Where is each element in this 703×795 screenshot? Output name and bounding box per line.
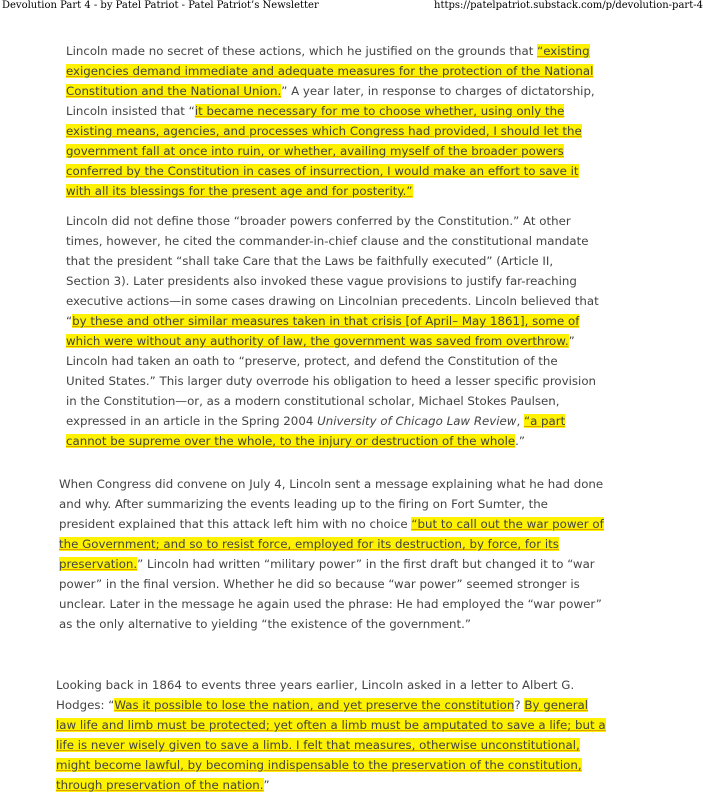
body-text: ” Lincoln had taken an oath to “preserve, protect, and defend the Constitution of the United States.” This larger duty overrode his obligation to heed a lesser specific provision in the Constitution—or, as a modern constitutional scholar, Michael Stokes Paulsen, expressed in an article in the Spring 2004 (66, 334, 597, 428)
body-text: Lincoln did not define those “broader powers conferred by the Constitution.” At other times, however, he cited the commander-in-chief clause and the constitutional mandate that the president “shall take Care that the Laws be faithfully executed” (Article II, Section 3). Later presidents also invoked these vague provisions to justify far-reaching executive actions—in some cases drawing on Lincolnian precedents. Lincoln believed that “ (66, 214, 599, 328)
highlighted-quote: By general law life and limb must be protected; yet often a limb must be amputated to save a life; but a life is never wisely given to save a limb. I felt that measures, otherwise unconstitutional, might become lawful, by becoming indispensable to the preservation of the constitution, through preservation of the nation. (56, 698, 606, 792)
paragraph-war-power (59, 474, 607, 634)
body-text: When Congress did convene on July 4, Lincoln sent a message explaining what he had done and why. After summarizing the events leading up to the firing on Fort Sumter, the president explained that this attack left him with no choice (59, 477, 604, 531)
body-text: ” Lincoln had written “military power” in the first draft but changed it to “war power” in the final version. Whether he did so because “war power” seemed stronger is unclear. Later in the message he again used the phrase: He had employed the “war power” as the only alternative to yielding “the existence of the government.” (59, 557, 602, 631)
body-text: ” A year later, in response to charges of dictatorship, Lincoln insisted that “ (66, 84, 595, 118)
highlighted-quote: “but to call out the war power of the Government; and so to resist force, employed for its destruction, by force, for its preservation. (59, 517, 604, 571)
body-text: .” (515, 434, 526, 448)
body-text: , (516, 414, 524, 428)
highlighted-quote: by these and other similar measures taken in that crisis [of April– May 1861], some of which were without any authority of law, the government was saved from overthrow. (66, 314, 580, 348)
highlighted-quote: “existing exigencies demand immediate and adequate measures for the protection of the National Constitution and the National Union. (66, 44, 594, 98)
body-text: Lincoln made no secret of these actions, which he justified on the grounds that (66, 44, 538, 58)
paragraph-broader-powers (66, 211, 600, 451)
italic-title: University of Chicago Law Review (317, 414, 517, 428)
print-header (0, 0, 703, 14)
highlighted-quote: it became necessary for me to choose whether, using only the existing means, agencies, and processes which Congress had provided, I should let the government fall at once into ruin, or whether, availing myself of the broader powers conferred by the Constitution in cases of insurrection, I would make an effort to save it with all its blessings for the present age and for posterity.” (66, 104, 582, 198)
paragraph-hodges-letter (56, 675, 606, 795)
body-text: Looking back in 1864 to events three years earlier, Lincoln asked in a letter to Albert G. Hodges: “ (56, 678, 575, 712)
body-text: ? (514, 698, 525, 712)
highlighted-quote: Was it possible to lose the nation, and yet preserve the constitution (114, 698, 515, 712)
body-text: ” (263, 778, 270, 792)
page-url: https://patelpatriot.substack.com/p/devolution-part-4 (434, 0, 703, 11)
paragraph-lincoln-actions (66, 41, 600, 201)
page-title: Devolution Part 4 - by Patel Patriot - Patel Patriot’s Newsletter (2, 0, 319, 11)
highlighted-quote: “a part cannot be supreme over the whole, to the injury or destruction of the whole (66, 414, 566, 448)
